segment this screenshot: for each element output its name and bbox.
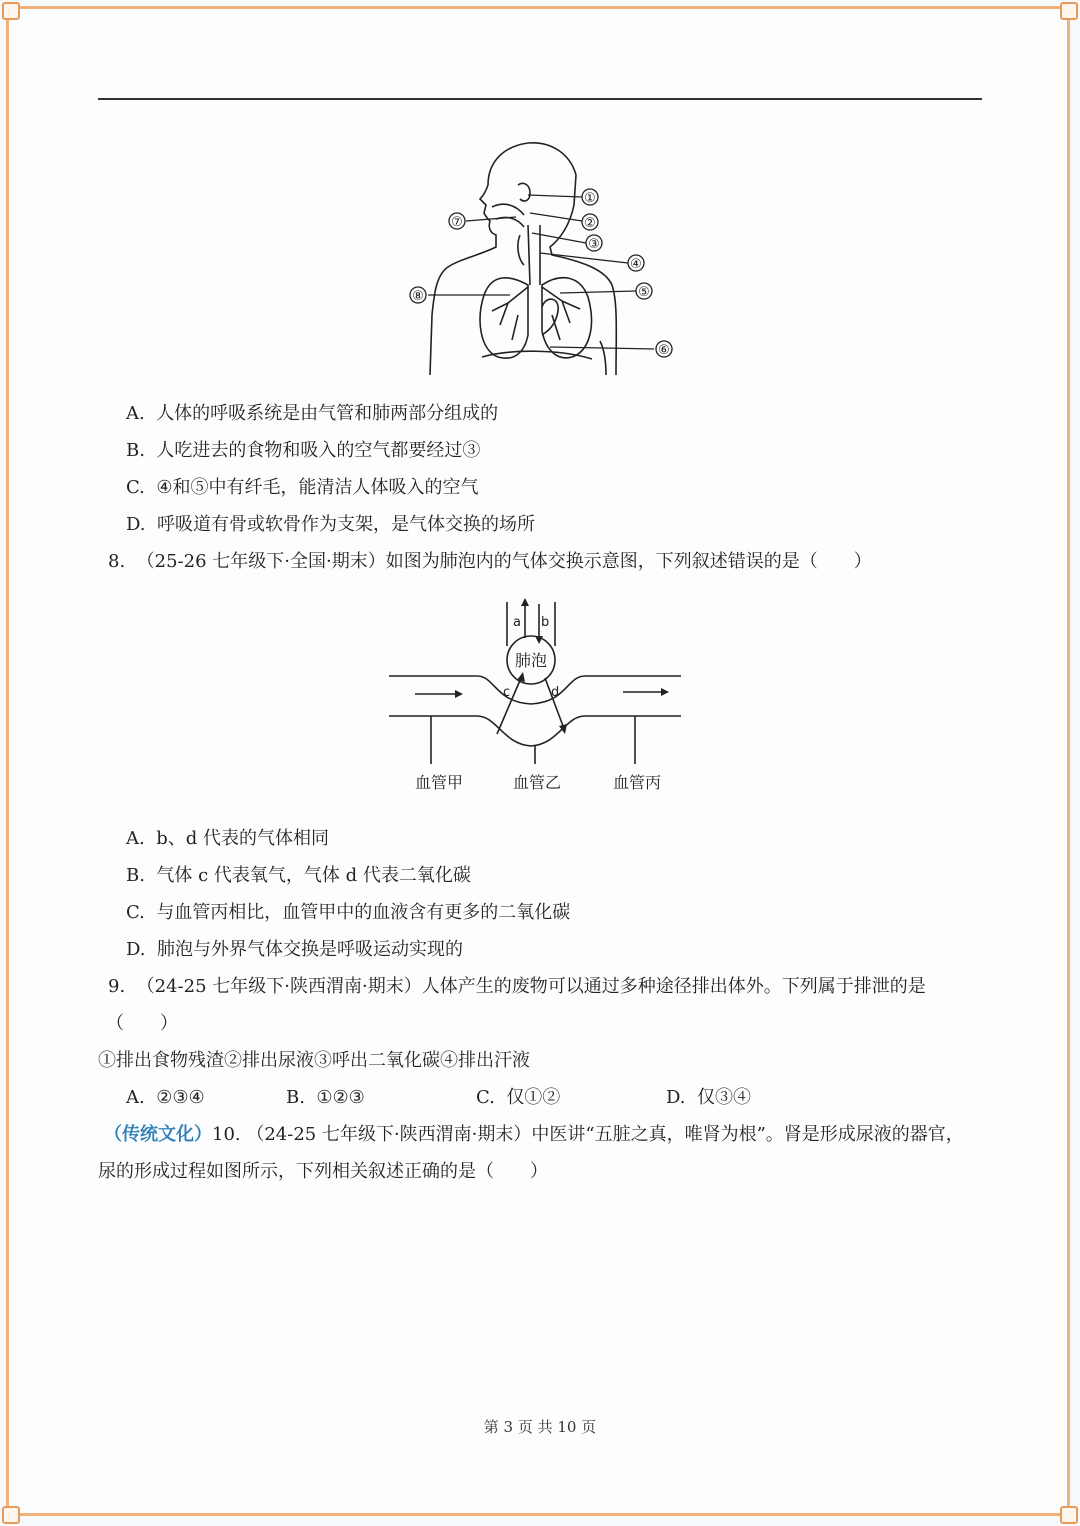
vessel-1-label: 血管甲 [414,773,464,792]
q9-option-c: C. 仅①② [476,1087,561,1108]
traditional-culture-tag: （传统文化） [104,1124,212,1145]
option-letter: B. [126,865,145,886]
option-text: b、d 代表的气体相同 [156,828,329,849]
q9-option-d: D. 仅③④ [666,1087,751,1108]
arrow-d-label: d [551,685,560,700]
option-letter: D. [126,939,146,960]
frame-corner-br [1060,1506,1078,1524]
fig-label-5: ⑤ [638,285,650,300]
question-stem: 10. （24-25 七年级下·陕西渭南·期末）中医讲“五脏之真，唯肾为根”。肾是形成尿液的器官， [212,1124,964,1145]
q9-options [126,1084,1010,1112]
page-footer: 第 3 页 共 10 页 [483,1418,597,1436]
q9-stem-blank: （ ） [106,1013,178,1034]
option-text: 肺泡与外界气体交换是呼吸运动实现的 [156,939,463,960]
q8-option-b [126,862,1010,890]
alveolus-label: 肺泡 [514,651,548,670]
option-letter: C. [126,902,145,923]
option-text: 人吃进去的食物和吸入的空气都要经过③ [156,440,481,461]
q9-stem [108,973,992,1001]
q9-option-b: B. ①②③ [286,1087,365,1108]
q10-stem-line2: 尿的形成过程如图所示，下列相关叙述正确的是（ ） [98,1161,548,1182]
question-number: 9. [108,976,126,997]
q8-option-c [126,899,1010,927]
frame-corner-bl [2,1506,20,1524]
arrow-b-label: b [541,615,550,630]
q7-option-d [126,511,1010,539]
q7-option-b [126,437,1010,465]
fig-label-1: ① [584,191,596,206]
option-letter: D. [126,514,146,535]
q9-items: ①排出食物残渣②排出尿液③呼出二氧化碳④排出汗液 [98,1050,530,1071]
fig-label-2: ② [584,216,596,231]
question-number: 8. [108,551,126,572]
option-text: 与血管丙相比，血管甲中的血液含有更多的二氧化碳 [156,902,571,923]
fig-label-4: ④ [630,257,642,272]
alveolus-gas-exchange-figure [385,598,685,798]
vessel-3-label: 血管丙 [612,773,662,792]
fig-label-6: ⑥ [658,343,670,358]
option-text: 气体 c 代表氧气，气体 d 代表二氧化碳 [156,865,471,886]
option-text: 人体的呼吸系统是由气管和肺两部分组成的 [156,403,499,424]
question-stem: （25-26 七年级下·全国·期末）如图为肺泡内的气体交换示意图，下列叙述错误的是（ ） [136,551,872,572]
q8-option-d [126,936,1010,964]
option-letter: A. [126,828,145,849]
vessel-2-label: 血管乙 [512,773,562,792]
q8-option-a [126,825,1010,853]
respiratory-system-figure [400,135,690,380]
frame-corner-tl [2,2,20,20]
frame-corner-tr [1060,2,1078,20]
arrow-c-label: c [503,685,511,700]
label-1-group [582,189,598,206]
q9-option-a: A. ②③④ [126,1087,205,1108]
question-stem: （24-25 七年级下·陕西渭南·期末）人体产生的废物可以通过多种途径排出体外。下列属于排泄的是 [136,976,926,997]
option-text: 呼吸道有骨或软骨作为支架，是气体交换的场所 [156,514,535,535]
option-letter: C. [126,477,145,498]
fig-label-3: ③ [588,237,600,252]
option-letter: A. [126,403,145,424]
q7-option-a [126,400,1010,428]
fig-label-7: ⑦ [451,215,463,230]
q10-stem-line1 [104,1121,988,1149]
q7-option-c [126,474,1010,502]
fig-label-8: ⑧ [412,289,424,304]
q8-stem [108,548,992,576]
option-letter: B. [126,440,145,461]
header-rule [98,98,982,100]
arrow-a-label: a [513,615,521,630]
option-text: ④和⑤中有纤毛，能清洁人体吸入的空气 [156,477,479,498]
